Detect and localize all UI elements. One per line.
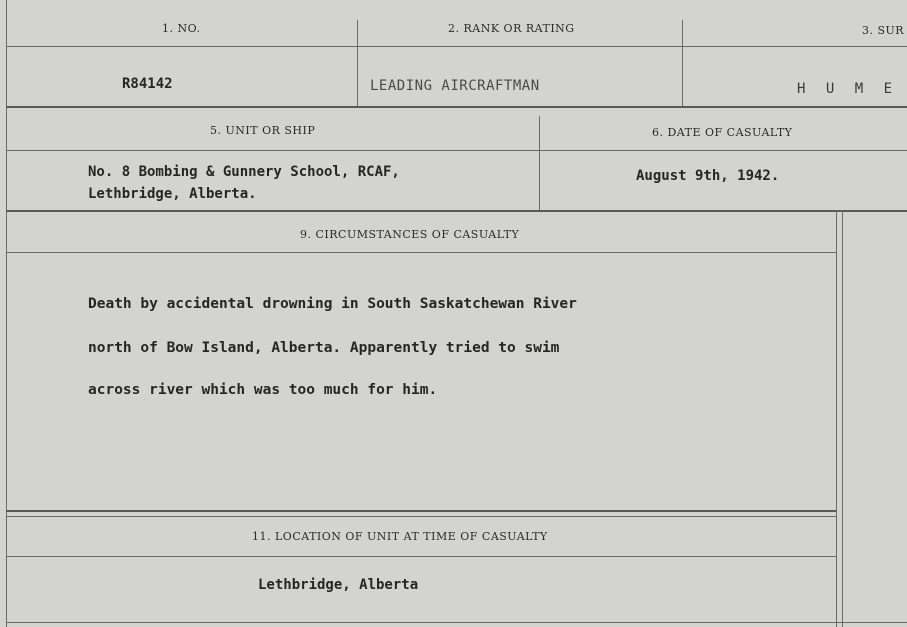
col-divider-1 (357, 20, 358, 106)
row3-bottom-rule (6, 510, 836, 512)
circumstances-label: 9. CIRCUMSTANCES OF CASUALTY (300, 228, 520, 241)
unit-label: 5. UNIT OR SHIP (210, 124, 316, 137)
row3-label-divider (6, 252, 836, 253)
circumstances-line-1: Death by accidental drowning in South Saskatchewan River (88, 296, 577, 312)
row4-label-divider (6, 556, 836, 557)
row3-bottom-rule-2 (6, 516, 836, 517)
rank-label: 2. RANK OR RATING (448, 22, 575, 35)
unit-value-line-1: No. 8 Bombing & Gunnery School, RCAF, (88, 164, 400, 180)
unit-value-line-2: Lethbridge, Alberta. (88, 186, 257, 202)
date-value: August 9th, 1942. (636, 168, 780, 184)
rank-value: LEADING AIRCRAFTMAN (370, 78, 540, 94)
row1-bottom-rule (6, 106, 907, 108)
surname-value: H U M E (797, 81, 899, 97)
row2-bottom-rule (6, 210, 907, 212)
circumstances-line-2: north of Bow Island, Alberta. Apparently tried to swim (88, 340, 560, 356)
left-border (6, 0, 7, 627)
row2-label-divider (6, 150, 907, 151)
col-divider-3 (539, 116, 540, 210)
circumstances-line-3: across river which was too much for him. (88, 382, 438, 398)
no-label: 1. NO. (162, 22, 201, 35)
col-divider-4 (836, 210, 837, 627)
row1-label-divider (6, 46, 907, 47)
col-divider-2 (682, 20, 683, 106)
no-value: R84142 (122, 76, 173, 92)
bottom-rule (6, 622, 907, 623)
location-value: Lethbridge, Alberta (258, 577, 419, 593)
surname-label: 3. SUR (862, 24, 905, 37)
location-label: 11. LOCATION OF UNIT AT TIME OF CASUALTY (252, 530, 548, 543)
date-label: 6. DATE OF CASUALTY (652, 126, 793, 139)
col-divider-5 (842, 210, 843, 627)
